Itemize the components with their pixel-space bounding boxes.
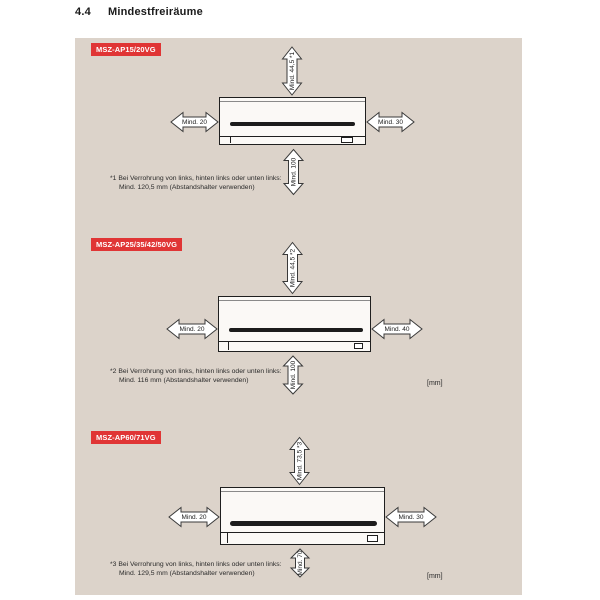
clearance-value-right-2: Mind. 40 bbox=[384, 325, 410, 333]
clearance-value-top-1: Mind. 44,5 *1 bbox=[288, 51, 296, 91]
clearance-arrow-bottom-2 bbox=[281, 355, 305, 395]
clearance-arrow-left-1 bbox=[170, 110, 219, 134]
footnote-1-line2: Mind. 120,5 mm (Abstandshalter verwenden) bbox=[119, 183, 255, 191]
unit-bottom-seam bbox=[219, 341, 370, 342]
clearance-arrow-bottom-1 bbox=[282, 149, 306, 196]
unit-panel-joint bbox=[228, 341, 229, 350]
mm-unit-label-2: [mm] bbox=[427, 573, 443, 580]
footnote-1-line1: *1 Bei Verrohrung von links, hinten links oder unten links: bbox=[110, 175, 282, 182]
clearance-arrow-left-2 bbox=[166, 317, 218, 341]
footnote-3 bbox=[110, 561, 282, 578]
clearance-arrow-top-1 bbox=[280, 46, 304, 96]
clearance-value-right-3: Mind. 30 bbox=[398, 513, 424, 521]
model-label-2: MSZ-AP25/35/42/50VG bbox=[91, 238, 182, 251]
clearance-value-bottom-1: Mind. 100 bbox=[290, 157, 297, 187]
clearance-arrow-top-2 bbox=[281, 242, 305, 295]
footnote-2-line1: *2 Bei Verrohrung von links, hinten links oder unten links: bbox=[110, 368, 282, 375]
unit-bottom-seam bbox=[221, 532, 384, 533]
unit-top-line bbox=[220, 101, 365, 102]
clearance-arrow-top-3 bbox=[288, 437, 312, 486]
model-label-3: MSZ-AP60/71VG bbox=[91, 431, 161, 444]
air-outlet-vane bbox=[230, 122, 355, 126]
unit-top-line bbox=[219, 300, 370, 301]
footnote-2 bbox=[110, 368, 282, 385]
clearance-arrow-right-3 bbox=[385, 505, 437, 529]
unit-panel-joint bbox=[227, 532, 228, 543]
unit-panel-joint bbox=[230, 136, 231, 143]
indoor-unit-diagram-3 bbox=[220, 487, 385, 545]
clearance-value-left-3: Mind. 20 bbox=[181, 513, 207, 521]
indoor-unit-diagram-2 bbox=[218, 296, 371, 352]
footnote-2-line2: Mind. 116 mm (Abstandshalter verwenden) bbox=[119, 376, 249, 384]
clearance-arrow-bottom-3 bbox=[288, 548, 312, 578]
air-outlet-vane bbox=[230, 521, 377, 526]
mm-unit-label-1: [mm] bbox=[427, 380, 443, 387]
clearance-value-bottom-3: Mind. 70 bbox=[296, 550, 304, 576]
clearance-arrow-left-3 bbox=[168, 505, 220, 529]
clearance-value-top-2: Mind. 44,5 *2 bbox=[289, 248, 296, 288]
clearance-value-left-1: Mind. 20 bbox=[182, 118, 207, 126]
unit-display-window bbox=[367, 535, 378, 542]
indoor-unit-diagram-1 bbox=[219, 97, 366, 145]
unit-display-window bbox=[354, 343, 363, 349]
clearance-arrow-right-1 bbox=[366, 110, 415, 134]
section-number: 4.4 bbox=[75, 6, 91, 18]
page-heading bbox=[75, 6, 203, 18]
page-title: Mindestfreiräume bbox=[108, 6, 203, 18]
clearance-value-left-2: Mind. 20 bbox=[179, 325, 205, 333]
clearance-arrow-right-2 bbox=[371, 317, 423, 341]
unit-top-line bbox=[221, 491, 384, 492]
clearance-value-bottom-2: Mind. 100 bbox=[289, 360, 297, 390]
footnote-1 bbox=[110, 175, 282, 192]
footnote-3-line1: *3 Bei Verrohrung von links, hinten links oder unten links: bbox=[110, 561, 282, 568]
model-label-1: MSZ-AP15/20VG bbox=[91, 43, 161, 56]
footnote-3-line2: Mind. 129,5 mm (Abstandshalter verwenden) bbox=[119, 569, 255, 577]
air-outlet-vane bbox=[229, 328, 363, 332]
unit-display-window bbox=[341, 137, 353, 143]
clearance-value-top-3: Mind. 73,5 *3 bbox=[296, 441, 303, 481]
clearance-value-right-1: Mind. 30 bbox=[378, 118, 403, 126]
